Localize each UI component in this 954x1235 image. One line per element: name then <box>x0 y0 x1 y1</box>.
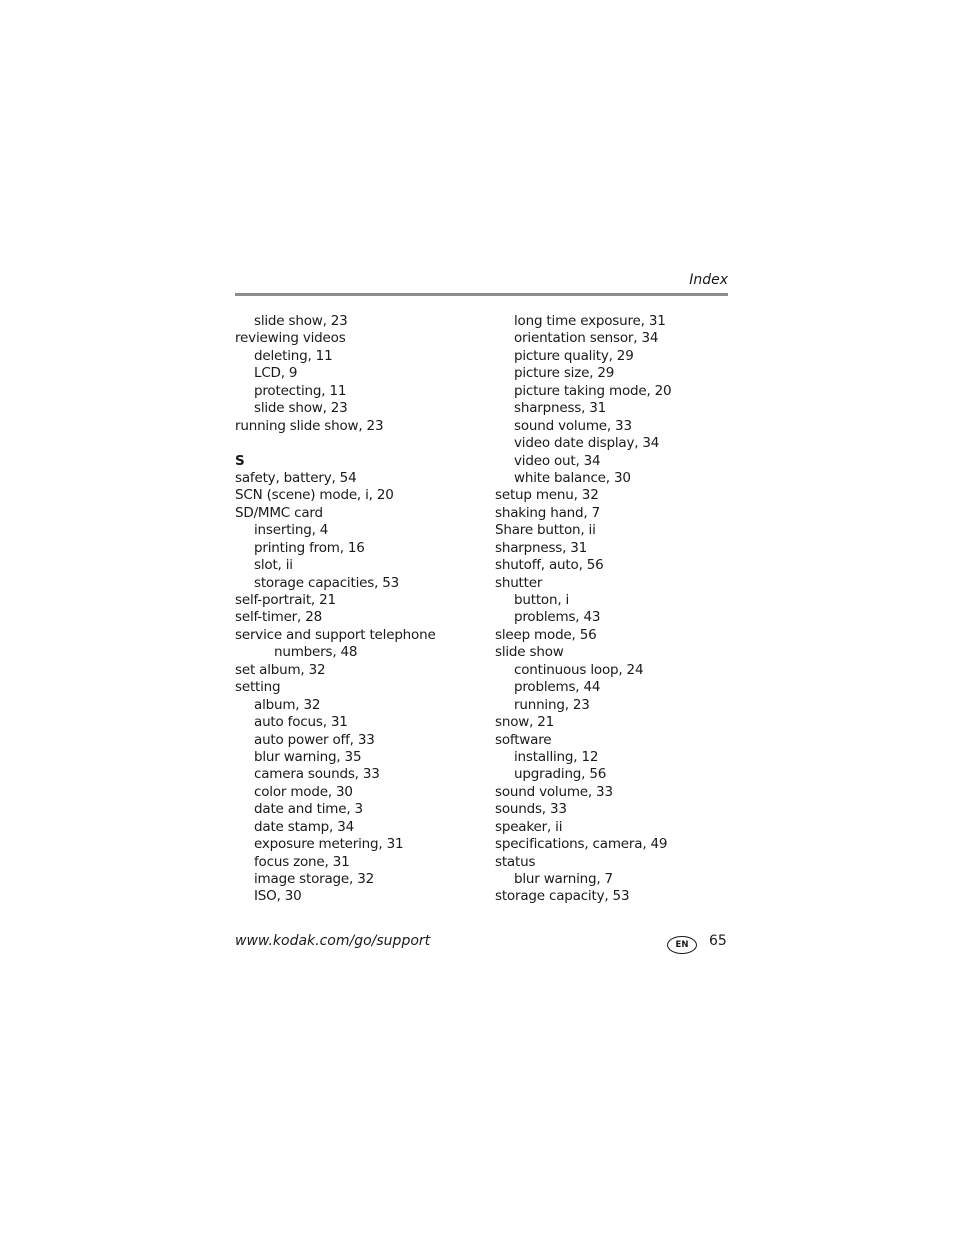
index-entry: SCN (scene) mode, i, 20 <box>235 487 394 504</box>
index-subentry: date and time, 3 <box>254 801 363 818</box>
index-entry: shutter <box>495 574 543 591</box>
index-subentry: button, i <box>514 592 570 608</box>
index-subentry: white balance, 30 <box>514 469 631 486</box>
index-subentry: problems, 44 <box>514 679 601 696</box>
index-entry: status <box>495 853 536 870</box>
index-section-letter: S <box>235 452 245 469</box>
index-entry: shaking hand, 7 <box>495 504 600 521</box>
index-entry: slide show <box>495 644 564 661</box>
index-subentry: printing from, 16 <box>254 539 365 556</box>
index-entry: sound volume, 33 <box>495 783 613 800</box>
index-subentry: slide show, 23 <box>254 400 348 417</box>
index-entry: sounds, 33 <box>495 801 567 818</box>
index-subentry: ISO, 30 <box>254 888 302 905</box>
language-badge: EN <box>667 936 697 954</box>
index-entry: reviewing videos <box>235 330 346 347</box>
index-subentry: blur warning, 7 <box>514 871 613 887</box>
index-entry: shutoff, auto, 56 <box>495 557 604 574</box>
index-subentry: long time exposure, 31 <box>514 313 666 329</box>
index-entry: SD/MMC card <box>235 504 323 521</box>
index-subentry: LCD, 9 <box>254 365 298 382</box>
index-column-right <box>495 313 735 906</box>
index-subentry: inserting, 4 <box>254 522 329 539</box>
page-number: 65 <box>709 933 727 949</box>
index-entry: set album, 32 <box>235 661 326 678</box>
index-entry: setup menu, 32 <box>495 487 599 504</box>
index-column-left <box>235 313 475 906</box>
index-subentry: video date display, 34 <box>514 435 660 452</box>
index-subentry: exposure metering, 31 <box>254 836 404 853</box>
index-entry: speaker, ii <box>495 818 563 835</box>
index-subentry: problems, 43 <box>514 609 601 626</box>
index-subentry: deleting, 11 <box>254 347 333 364</box>
index-subentry: video out, 34 <box>514 452 601 469</box>
index-subentry: upgrading, 56 <box>514 766 607 783</box>
index-entry: sleep mode, 56 <box>495 626 597 643</box>
index-spacer <box>235 435 475 452</box>
index-subentry: image storage, 32 <box>254 871 374 887</box>
index-entry: service and support telephone <box>235 626 436 643</box>
index-entry: software <box>495 731 552 748</box>
index-subentry: sharpness, 31 <box>514 400 607 417</box>
running-head: Index <box>689 272 728 288</box>
index-subentry: slide show, 23 <box>254 313 348 329</box>
index-entry: running slide show, 23 <box>235 417 384 434</box>
index-subentry: picture taking mode, 20 <box>514 382 672 399</box>
index-subentry: auto power off, 33 <box>254 731 375 748</box>
index-entry-continuation: numbers, 48 <box>274 644 358 661</box>
header-rule <box>235 293 728 296</box>
footer-url[interactable]: www.kodak.com/go/support <box>235 933 431 949</box>
index-subentry: blur warning, 35 <box>254 748 362 765</box>
index-entry: self-timer, 28 <box>235 609 322 626</box>
index-subentry: storage capacities, 53 <box>254 574 400 591</box>
index-entry: specifications, camera, 49 <box>495 836 668 853</box>
index-subentry: protecting, 11 <box>254 382 347 399</box>
index-subentry: installing, 12 <box>514 748 599 765</box>
index-entry: sharpness, 31 <box>495 539 588 556</box>
index-subentry: album, 32 <box>254 696 321 713</box>
index-entry: setting <box>235 679 281 696</box>
index-subentry: color mode, 30 <box>254 783 353 800</box>
index-subentry: focus zone, 31 <box>254 853 350 870</box>
index-entry: Share button, ii <box>495 522 596 539</box>
index-entry: snow, 21 <box>495 714 555 731</box>
index-subentry: running, 23 <box>514 696 590 713</box>
index-entry: safety, battery, 54 <box>235 469 357 486</box>
index-subentry: camera sounds, 33 <box>254 766 380 783</box>
index-subentry: continuous loop, 24 <box>514 661 644 678</box>
index-subentry: picture quality, 29 <box>514 347 634 364</box>
index-subentry: date stamp, 34 <box>254 818 355 835</box>
index-subentry: slot, ii <box>254 557 293 574</box>
index-subentry: picture size, 29 <box>514 365 615 382</box>
index-subentry: auto focus, 31 <box>254 714 348 731</box>
index-subentry: orientation sensor, 34 <box>514 330 659 347</box>
index-entry: self-portrait, 21 <box>235 592 336 608</box>
index-subentry: sound volume, 33 <box>514 417 632 434</box>
index-entry: storage capacity, 53 <box>495 888 630 905</box>
